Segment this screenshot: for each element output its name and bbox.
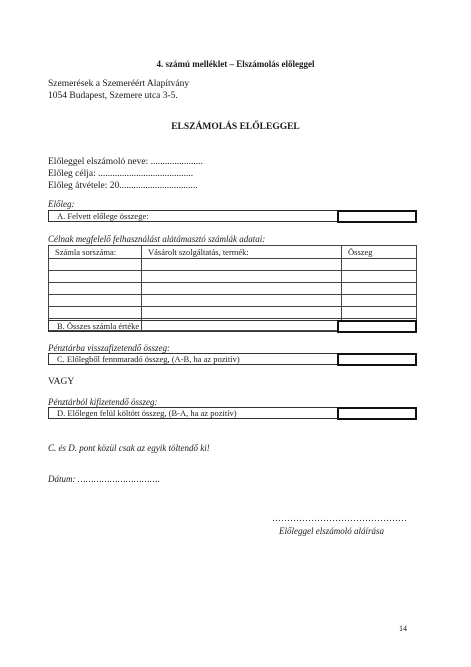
refund-amount-box[interactable] (337, 353, 417, 366)
advance-heading: Előleg: (48, 199, 75, 209)
cell-service[interactable] (142, 295, 342, 307)
signature-label: Előleggel elszámoló aláírása (279, 526, 384, 536)
or-label: VAGY (48, 377, 75, 387)
table-row (49, 295, 417, 307)
page-number: 14 (399, 624, 407, 633)
cell-invoice-number[interactable] (49, 271, 142, 283)
cell-amount[interactable] (342, 307, 417, 319)
table-row (49, 283, 417, 295)
organization-name: Szemerések a Szemeréért Alapítvány (48, 79, 190, 89)
cell-amount[interactable] (342, 259, 417, 271)
payout-heading: Pénztárból kifizetendő összeg: (48, 397, 158, 407)
column-header-service: Vásárolt szolgáltatás, termék: (142, 246, 342, 259)
payout-row: D. Előlegen felül költött összeg, (B-A, ha az pozitív) (48, 407, 416, 419)
field-purpose: Előleg célja: ........................................ (48, 169, 194, 179)
cell-invoice-number[interactable] (49, 283, 142, 295)
table-row (49, 259, 417, 271)
cell-amount[interactable] (342, 283, 417, 295)
cell-service[interactable] (142, 271, 342, 283)
column-header-amount: Összeg (342, 246, 417, 259)
field-name: Előleggel elszámoló neve: ...................... (48, 157, 203, 167)
field-received: Előleg átvétele: 20................................. (48, 181, 198, 191)
total-amount-box[interactable] (337, 320, 417, 333)
cell-invoice-number[interactable] (49, 259, 142, 271)
refund-row: C. Előlegből fennmaradó összeg, (A-B, ha az pozitív) (48, 353, 416, 365)
date-field[interactable]: Dátum: …………………………. (48, 474, 161, 484)
advance-row: A. Felvett előlege összege: (48, 210, 416, 222)
column-header-invoice-number: Számla sorszáma: (49, 246, 142, 259)
table-header-row (49, 246, 417, 259)
annex-title: 4. számú melléklet – Elszámolás előleggel (156, 59, 315, 69)
payout-amount-box[interactable] (337, 407, 417, 420)
advance-amount-box[interactable] (337, 210, 417, 223)
cell-invoice-number[interactable] (49, 295, 142, 307)
signature-line: ……………………………………… (272, 513, 407, 523)
cell-invoice-number[interactable] (49, 307, 142, 319)
cell-amount[interactable] (342, 295, 417, 307)
cell-service[interactable] (142, 307, 342, 319)
table-row (49, 307, 417, 319)
document-title: ELSZÁMOLÁS ELŐLEGGEL (171, 122, 300, 132)
invoice-table (48, 245, 417, 331)
table-row (49, 271, 417, 283)
fill-note: C. és D. pont közül csak az egyik töltendő ki! (48, 443, 210, 453)
cell-service[interactable] (142, 283, 342, 295)
cell-amount[interactable] (342, 271, 417, 283)
invoices-heading: Célnak megfelelő felhasználást alátámasztó számlák adatai: (48, 234, 266, 244)
refund-heading: Pénztárba visszafizetendő összeg: (48, 343, 170, 353)
total-row: B. Összes számla értéke (48, 320, 416, 332)
organization-address: 1054 Budapest, Szemere utca 3-5. (48, 91, 178, 101)
cell-service[interactable] (142, 259, 342, 271)
